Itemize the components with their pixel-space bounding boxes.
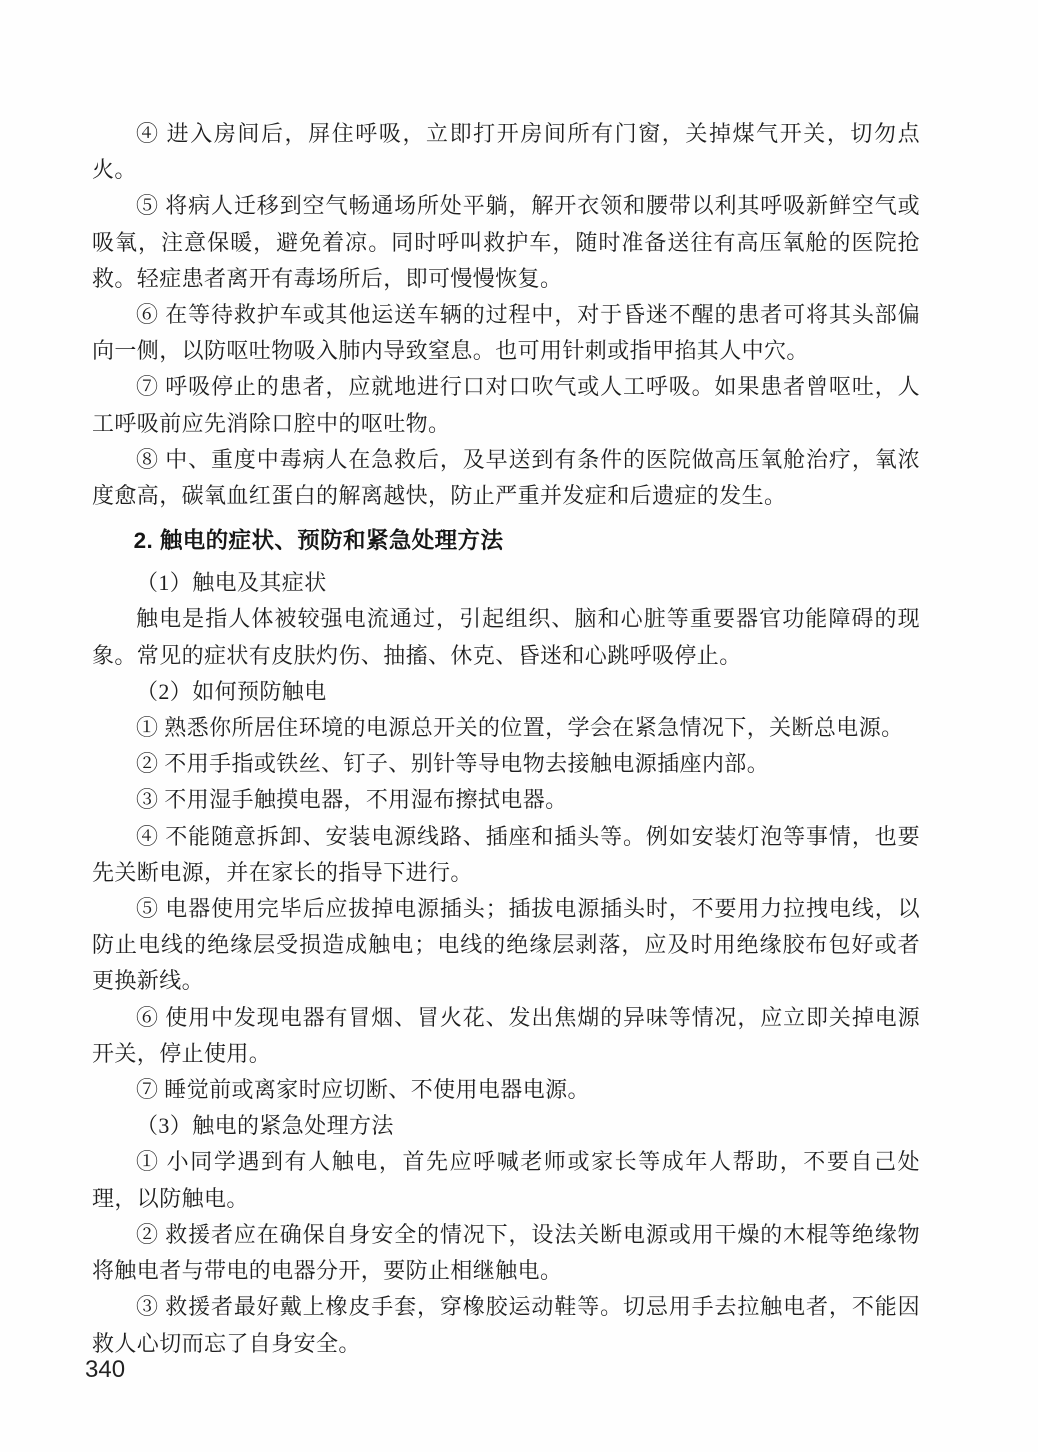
subsection-heading: （3）触电的紧急处理方法 [136,1113,394,1139]
paragraph: ③ 不用湿手触摸电器，不用湿布擦拭电器。 [136,787,568,813]
paragraph: ⑧ 中、重度中毒病人在急救后，及早送到有条件的医院做高压氧舱治疗，氧浓度愈高，碳氧血红蛋白的解离越快，防止严重并发症和后遗症的发生。 [92,446,920,509]
section-heading: 2. 触电的症状、预防和紧急处理方法 [133,528,504,554]
paragraph: ② 不用手指或铁丝、钉子、别针等导电物去接触电源插座内部。 [136,751,770,777]
paragraph: ① 小同学遇到有人触电，首先应呼喊老师或家长等成年人帮助，不要自己处理，以防触电。 [92,1149,920,1211]
paragraph: ⑦ 呼吸停止的患者，应就地进行口对口吹气或人工呼吸。如果患者曾呕吐，人工呼吸前应先消除口腔中的呕吐物。 [92,374,920,436]
page-number: 340 [85,1356,126,1383]
paragraph: ② 救援者应在确保自身安全的情况下，设法关断电源或用干燥的木棍等绝缘物将触电者与带电的电器分开，要防止相继触电。 [92,1221,920,1284]
paragraph: ④ 进入房间后，屏住呼吸，立即打开房间所有门窗，关掉煤气开关，切勿点火。 [92,121,920,183]
paragraph: ① 熟悉你所居住环境的电源总开关的位置，学会在紧急情况下，关断总电源。 [136,715,904,741]
page-content [92,116,920,1362]
paragraph: ⑤ 电器使用完毕后应拔掉电源插头；插拔电源插头时，不要用力拉拽电线，以防止电线的绝缘层受损造成触电；电线的绝缘层剥落，应及时用绝缘胶布包好或者更换新线。 [92,896,920,994]
paragraph: 触电是指人体被较强电流通过，引起组织、脑和心脏等重要器官功能障碍的现象。常见的症状有皮肤灼伤、抽搐、休克、昏迷和心跳呼吸停止。 [92,606,920,668]
paragraph: ⑦ 睡觉前或离家时应切断、不使用电器电源。 [136,1077,590,1103]
paragraph: ⑥ 使用中发现电器有冒烟、冒火花、发出焦煳的异味等情况，应立即关掉电源开关，停止使用。 [92,1004,920,1066]
paragraph: ⑤ 将病人迁移到空气畅通场所处平躺，解开衣领和腰带以利其呼吸新鲜空气或吸氧，注意保暖，避免着凉。同时呼叫救护车，随时准备送往有高压氧舱的医院抢救。轻症患者离开有毒场所后，即可慢慢恢复。 [92,193,920,291]
paragraph: ⑥ 在等待救护车或其他运送车辆的过程中，对于昏迷不醒的患者可将其头部偏向一侧，以防呕吐物吸入肺内导致窒息。也可用针刺或指甲掐其人中穴。 [92,302,920,364]
subsection-heading: （2）如何预防触电 [136,678,327,704]
paragraph: ③ 救援者最好戴上橡皮手套，穿橡胶运动鞋等。切忌用手去拉触电者，不能因救人心切而忘了自身安全。 [92,1294,920,1356]
subsection-heading: （1）触电及其症状 [136,570,327,596]
paragraph: ④ 不能随意拆卸、安装电源线路、插座和插头等。例如安装灯泡等事情，也要先关断电源，并在家长的指导下进行。 [92,823,920,885]
